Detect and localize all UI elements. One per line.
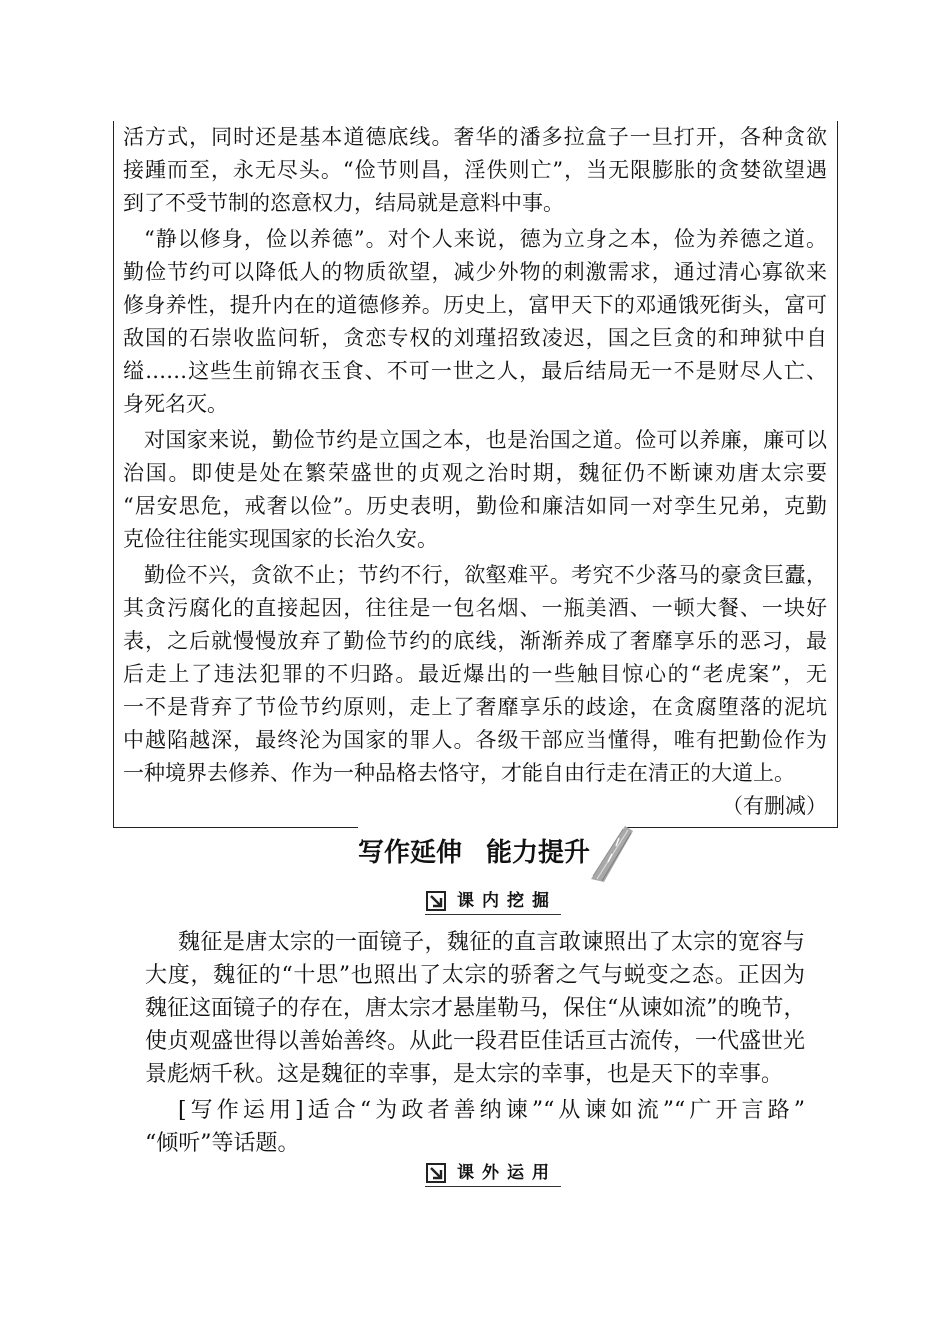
text-line: 大度，魏征的“十思”也照出了太宗的骄奢之气与蜕变之态。正因为: [145, 963, 805, 988]
text-line: 修身养性，提升内在的道德修养。历史上，富甲天下的邓通饿死街头，富可: [123, 293, 827, 317]
paragraph: [145, 926, 805, 1091]
text-line: 活方式，同时还是基本道德底线。奢华的潘多拉盒子一旦打开，各种贪欲: [123, 125, 827, 149]
text-line: 对国家来说，勤俭节约是立国之本，也是治国之道。俭可以养廉，廉可以: [144, 428, 827, 452]
paragraph: [145, 1094, 805, 1160]
subheading-in-class: [425, 888, 561, 915]
text-line: 勤俭节约可以降低人的物质欲望，减少外物的刺激需求，通过清心寡欲来: [123, 260, 827, 284]
paragraph: [123, 223, 827, 421]
source-note: （有删减）: [722, 794, 827, 818]
banner-title-part1: 写作延伸: [358, 838, 463, 868]
text-line: 缢……这些生前锦衣玉食、不可一世之人，最后结局无一不是财尽人亡、: [123, 359, 827, 383]
text-line: “居安思危，戒奢以俭”。历史表明，勤俭和廉洁如同一对孪生兄弟，克勤: [123, 494, 827, 518]
text-line: 一不是背弃了节俭节约原则，走上了奢靡享乐的歧途，在贪腐堕落的泥坑: [123, 695, 827, 719]
box-bottom-border-left: [113, 827, 358, 828]
article-box: [113, 121, 838, 828]
text-line: 中越陷越深，最终沦为国家的罪人。各级干部应当懂得，唯有把勤俭作为: [123, 728, 827, 752]
text-line: “倾听”等话题。: [145, 1131, 300, 1156]
text-line: 其贪污腐化的直接起因，往往是一包名烟、一瓶美酒、一顿大餐、一块好: [123, 596, 827, 620]
text-line: “静以修身，俭以养德”。对个人来说，德为立身之本，俭为养德之道。: [144, 227, 827, 251]
paragraph: [123, 559, 827, 790]
paragraph: [123, 424, 827, 556]
text-line: 后走上了违法犯罪的不归路。最近爆出的一些触目惊心的“老虎案”，无: [123, 662, 827, 686]
subheading-label: 课内挖掘: [457, 891, 557, 911]
text-line: 敌国的石崇收监问斩，贪恋专权的刘瑾招致凌迟，国之巨贪的和珅狱中自: [123, 326, 827, 350]
text-line: [写作运用]适合“为政者善纳谏”“从谏如流”“广开言路”: [178, 1098, 805, 1123]
arrow-box-icon: [426, 891, 446, 911]
text-line: 勤俭不兴，贪欲不止；节约不行，欲壑难平。考究不少落马的豪贪巨蠹，: [144, 563, 827, 587]
paragraph: [123, 121, 827, 220]
in-class-text: [145, 926, 805, 1160]
text-line: 到了不受节制的恣意权力，结局就是意料中事。: [123, 191, 564, 215]
text-line: 身死名灭。: [123, 392, 228, 416]
text-line: 一种境界去修养、作为一种品格去恪守，才能自由行走在清正的大道上。: [123, 761, 795, 785]
subheading-label: 课外运用: [457, 1163, 557, 1183]
section-banner: [358, 835, 590, 871]
text-line: 魏征这面镜子的存在，唐太宗才悬崖勒马，保住“从谏如流”的晚节，: [145, 996, 806, 1021]
text-line: 克俭往往能实现国家的长治久安。: [123, 527, 438, 551]
text-line: 魏征是唐太宗的一面镜子，魏征的直言敢谏照出了太宗的宽容与: [178, 930, 805, 955]
text-line: 治国。即使是处在繁荣盛世的贞观之治时期，魏征仍不断谏劝唐太宗要: [123, 461, 827, 485]
box-bottom-border-right: [625, 827, 838, 828]
brush-stroke-icon: [588, 824, 634, 884]
arrow-box-icon: [426, 1163, 446, 1183]
banner-title-part2: 能力提升: [486, 838, 591, 868]
subheading-outside-class: [425, 1160, 561, 1187]
text-line: 接踵而至，永无尽头。“俭节则昌，淫佚则亡”，当无限膨胀的贪婪欲望遇: [123, 158, 827, 182]
text-line: 景彪炳千秋。这是魏征的幸事，是太宗的幸事，也是天下的幸事。: [145, 1062, 784, 1087]
text-line: 使贞观盛世得以善始善终。从此一段君臣佳话亘古流传，一代盛世光: [145, 1029, 806, 1054]
text-line: 表，之后就慢慢放弃了勤俭节约的底线，渐渐养成了奢靡享乐的恶习，最: [123, 629, 827, 653]
